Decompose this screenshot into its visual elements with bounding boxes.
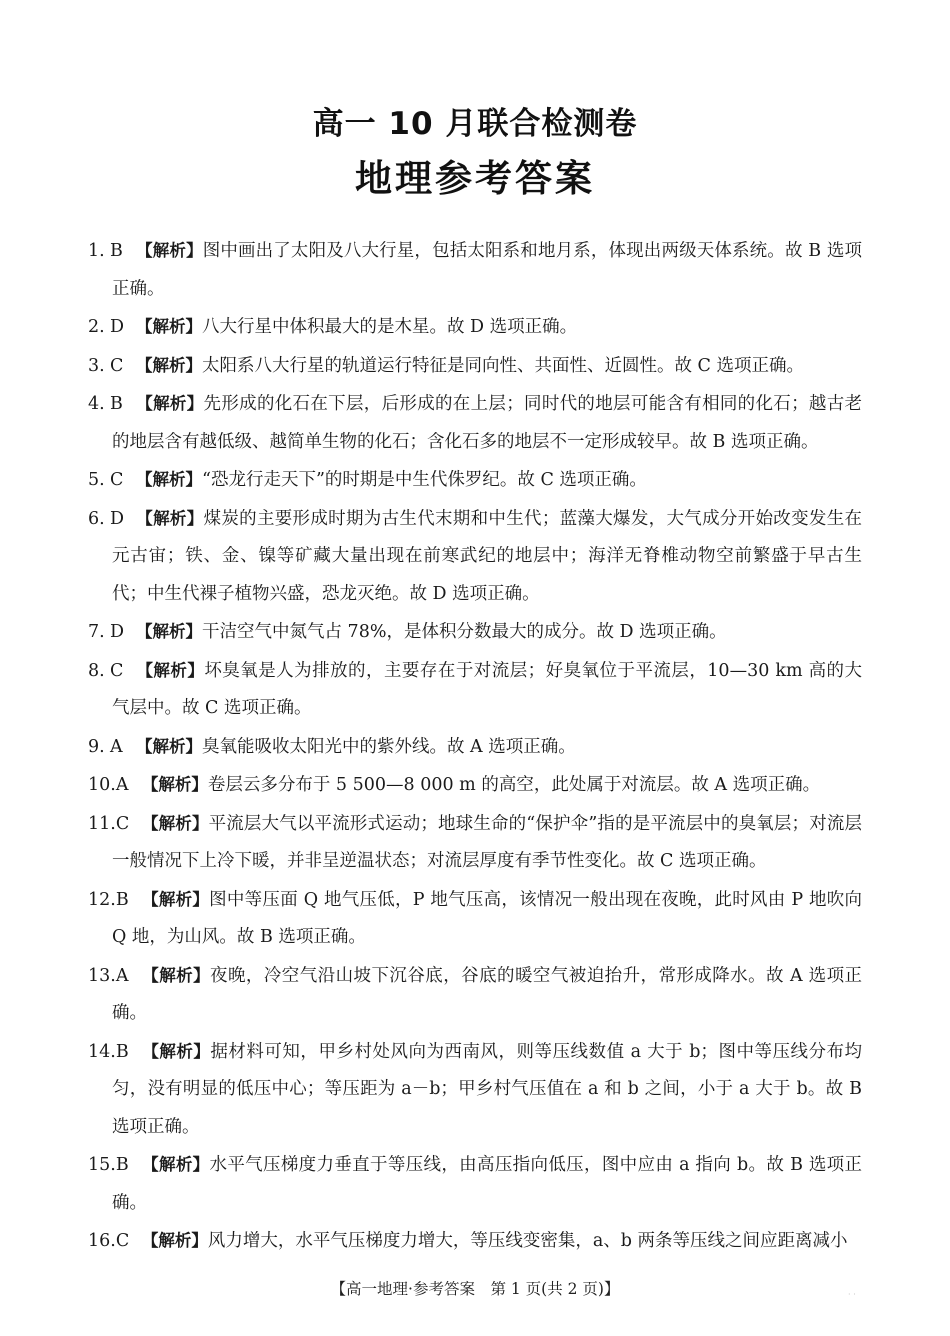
answer-item — [88, 805, 862, 881]
analysis-tag: 【解析】 — [136, 470, 202, 489]
item-answer: B — [115, 1041, 129, 1062]
analysis-tag: 【解析】 — [141, 889, 210, 909]
page-footer: 【高一地理·参考答案 第 1 页(共 2 页)】 — [330, 1280, 620, 1298]
answer-item — [88, 728, 862, 767]
item-number: 5. — [88, 470, 105, 490]
item-answer: C — [110, 470, 124, 490]
item-explanation: 坏臭氧是人为排放的，主要存在于对流层；好臭氧位于平流层，10—30 km 高的大气层中。故 C 选项正确。 — [112, 660, 863, 718]
answer-item — [88, 1222, 862, 1261]
answer-item — [88, 613, 862, 652]
item-answer: C — [110, 355, 124, 376]
document-subtitle: 地理参考答案 — [355, 157, 595, 200]
answer-item — [88, 957, 862, 1033]
item-answer: A — [110, 736, 123, 757]
item-explanation: 图中等压面 Q 地气压低，P 地气压高，该情况一般出现在夜晚，此时风由 P 地吹向 Q 地，为山风。故 B 选项正确。 — [112, 889, 862, 947]
answer-item — [88, 652, 862, 728]
item-number: 14. — [88, 1041, 116, 1062]
item-answer: C — [115, 813, 130, 834]
answer-list — [88, 232, 862, 1261]
item-answer: B — [115, 889, 129, 910]
document-title: 高一 10 月联合检测卷 — [312, 106, 638, 142]
item-number: 4. — [88, 394, 105, 414]
item-number: 2. — [88, 317, 105, 337]
item-number: 9. — [88, 736, 105, 757]
item-answer: B — [115, 1155, 129, 1175]
item-answer: C — [110, 660, 124, 681]
analysis-tag: 【解析】 — [136, 508, 204, 528]
item-explanation: 干洁空气中氮气占 78%，是体积分数最大的成分。故 D 选项正确。 — [202, 622, 727, 642]
item-number: 12. — [88, 889, 116, 910]
answer-item — [88, 1146, 862, 1222]
item-explanation: “恐龙行走天下”的时期是中生代侏罗纪。故 C 选项正确。 — [202, 470, 647, 490]
item-explanation: 平流层大气以平流形式运动；地球生命的“保护伞”指的是平流层中的臭氧层；对流层一般情况下上冷下暖，并非呈逆温状态；对流层厚度有季节性变化。故 C 选项正确。 — [112, 813, 863, 871]
item-answer: D — [110, 317, 125, 337]
item-explanation: 风力增大，水平气压梯度力增大，等压线变密集，a、b 两条等压线之间应距离减小 — [207, 1231, 848, 1251]
analysis-tag: 【解析】 — [141, 1231, 208, 1250]
item-explanation: 卷层云多分布于 5 500—8 000 m 的高空，此处属于对流层。故 A 选项正确。 — [207, 775, 821, 795]
analysis-tag: 【解析】 — [136, 355, 202, 375]
item-answer: D — [110, 508, 125, 529]
analysis-tag: 【解析】 — [136, 241, 203, 260]
item-answer: B — [110, 241, 123, 261]
item-answer: C — [115, 1231, 130, 1251]
answer-item — [88, 308, 862, 347]
answer-item — [88, 461, 862, 500]
answer-item — [88, 232, 862, 308]
analysis-tag: 【解析】 — [141, 1041, 211, 1061]
answer-item — [88, 347, 862, 386]
analysis-tag: 【解析】 — [136, 660, 205, 680]
item-number: 6. — [88, 508, 105, 529]
item-number: 7. — [88, 622, 105, 642]
item-explanation: 臭氧能吸收太阳光中的紫外线。故 A 选项正确。 — [202, 736, 576, 757]
item-number: 15. — [88, 1155, 116, 1175]
item-explanation: 八大行星中体积最大的是木星。故 D 选项正确。 — [202, 317, 578, 337]
item-explanation: 煤炭的主要形成时期为古生代末期和中生代；蓝藻大爆发，大气成分开始改变发生在元古宙；铁、金、镍等矿藏大量出现在前寒武纪的地层中；海洋无脊椎动物空前繁盛于早古生代；中生代裸子植物兴盛，恐龙灭绝。故 D 选项正确。 — [112, 508, 863, 604]
analysis-tag: 【解析】 — [141, 965, 211, 985]
analysis-tag: 【解析】 — [141, 813, 209, 833]
answer-item — [88, 766, 862, 805]
analysis-tag: 【解析】 — [136, 394, 204, 413]
corner-mark: · · — [848, 1290, 856, 1299]
item-explanation: 先形成的化石在下层，后形成的在上层；同时代的地层可能含有相同的化石；越古老的地层含有越低级、越简单生物的化石；含化石多的地层不一定形成较早。故 B 选项正确。 — [112, 394, 863, 452]
item-answer: D — [110, 622, 125, 642]
item-answer: A — [115, 775, 129, 795]
item-explanation: 夜晚，冷空气沿山坡下沉谷底，谷底的暖空气被迫抬升，常形成降水。故 A 选项正确。 — [112, 965, 863, 1023]
answer-item — [88, 881, 862, 957]
item-number: 1. — [88, 241, 105, 261]
item-answer: B — [110, 394, 123, 414]
answer-item — [88, 1033, 862, 1147]
analysis-tag: 【解析】 — [136, 736, 202, 756]
analysis-tag: 【解析】 — [136, 317, 202, 336]
item-explanation: 据材料可知，甲乡村处风向为西南风，则等压线数值 a 大于 b；图中等压线分布均匀，没有明显的低压中心；等压距为 a－b；甲乡村气压值在 a 和 b 之间，小于 a 大于 b。故 B 选项正确。 — [112, 1041, 863, 1137]
item-explanation: 图中画出了太阳及八大行星，包括太阳系和地月系，体现出两级天体系统。故 B 选项正确。 — [112, 241, 863, 299]
item-number: 16. — [88, 1231, 116, 1251]
item-explanation: 太阳系八大行星的轨道运行特征是同向性、共面性、近圆性。故 C 选项正确。 — [202, 355, 805, 376]
analysis-tag: 【解析】 — [136, 622, 202, 641]
item-number: 8. — [88, 660, 105, 681]
item-answer: A — [115, 965, 129, 986]
item-number: 13. — [88, 965, 116, 986]
answer-item — [88, 500, 862, 614]
answer-item — [88, 385, 862, 461]
analysis-tag: 【解析】 — [141, 775, 208, 794]
item-number: 3. — [88, 355, 105, 376]
item-number: 10. — [88, 775, 116, 795]
item-explanation: 水平气压梯度力垂直于等压线，由高压指向低压，图中应由 a 指向 b。故 B 选项正确。 — [112, 1155, 862, 1213]
item-number: 11. — [88, 813, 116, 834]
analysis-tag: 【解析】 — [141, 1155, 210, 1174]
